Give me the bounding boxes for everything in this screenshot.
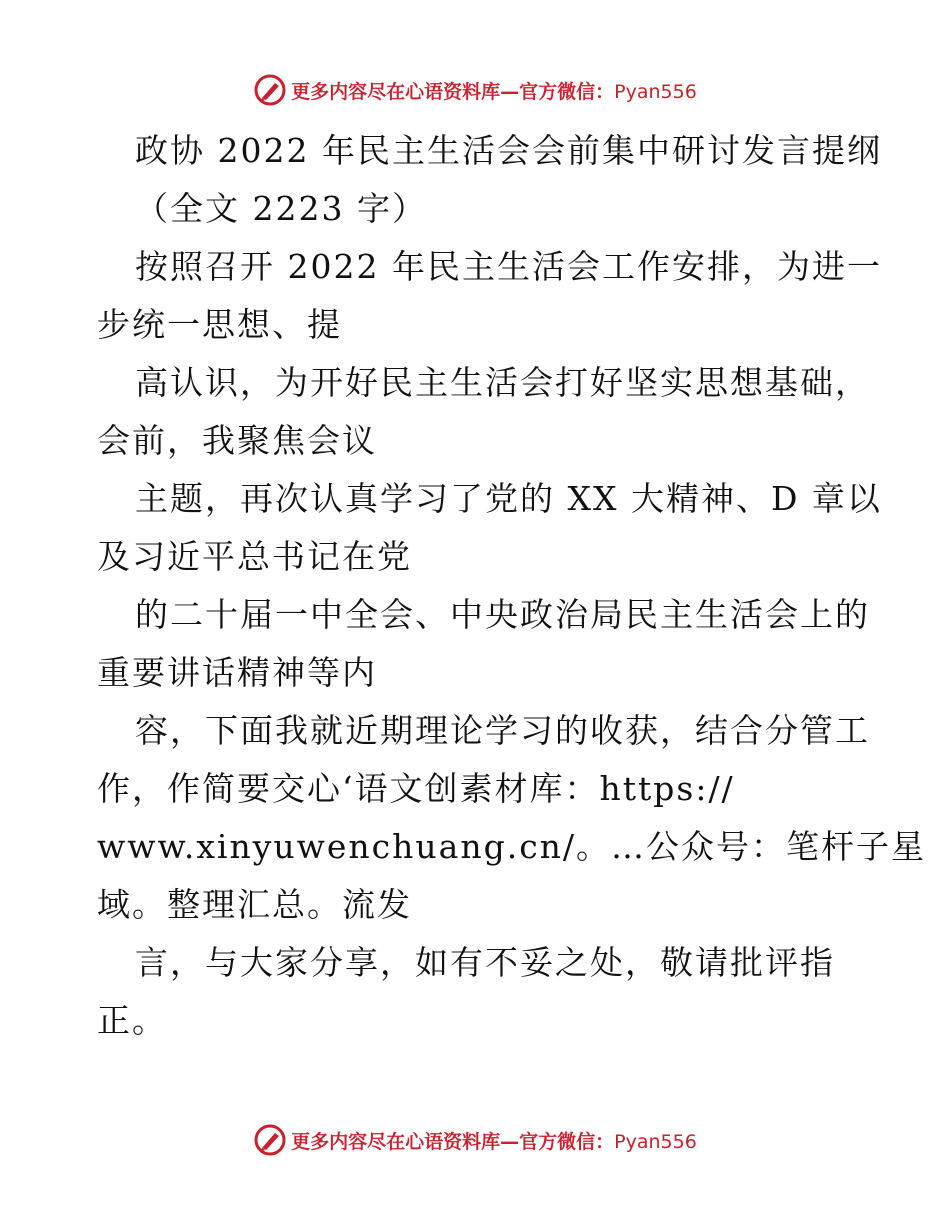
footer-watermark xyxy=(0,1120,950,1160)
document-line: 会前，我聚焦会议 xyxy=(97,421,377,460)
document-line: 按照召开 2022 年民主生活会工作安排，为进一 xyxy=(135,247,882,286)
document-line: www.xinyuwenchuang.cn/。…公众号：笔杆子星 xyxy=(97,827,927,866)
document-line: 域。整理汇总。流发 xyxy=(97,885,412,924)
document-line: 政协 2022 年民主生活会会前集中研讨发言提纲 xyxy=(135,131,882,170)
watermark-text xyxy=(291,77,697,104)
document-line: 正。 xyxy=(97,1001,167,1040)
document-line: 作，作简要交心‘语文创素材库：https:// xyxy=(97,769,735,808)
document-body xyxy=(97,122,927,1050)
document-line: 重要讲话精神等内 xyxy=(97,653,377,692)
watermark-wechat-id: Pyan556 xyxy=(614,80,697,103)
header-watermark xyxy=(0,70,950,110)
document-line: （全文 2223 字） xyxy=(135,189,427,228)
document-line: 容，下面我就近期理论学习的收获，结合分管工 xyxy=(135,711,870,750)
document-line: 的二十届一中全会、中央政治局民主生活会上的 xyxy=(135,595,870,634)
document-line: 主题，再次认真学习了党的 XX 大精神、D 章以 xyxy=(135,479,882,518)
watermark-text xyxy=(291,1127,697,1154)
document-line: 高认识，为开好民主生活会打好坚实思想基础， xyxy=(135,363,870,402)
watermark-wechat-id: Pyan556 xyxy=(614,1130,697,1153)
document-line: 言，与大家分享，如有不妥之处，敬请批评指 xyxy=(135,943,835,982)
document-line: 及习近平总书记在党 xyxy=(97,537,412,576)
pen-logo-icon xyxy=(253,1123,287,1157)
pen-logo-icon xyxy=(253,73,287,107)
watermark-site-text: 更多内容尽在心语资料库—官方微信： xyxy=(291,80,615,103)
document-line: 步统一思想、提 xyxy=(97,305,342,344)
watermark-site-text: 更多内容尽在心语资料库—官方微信： xyxy=(291,1130,615,1153)
